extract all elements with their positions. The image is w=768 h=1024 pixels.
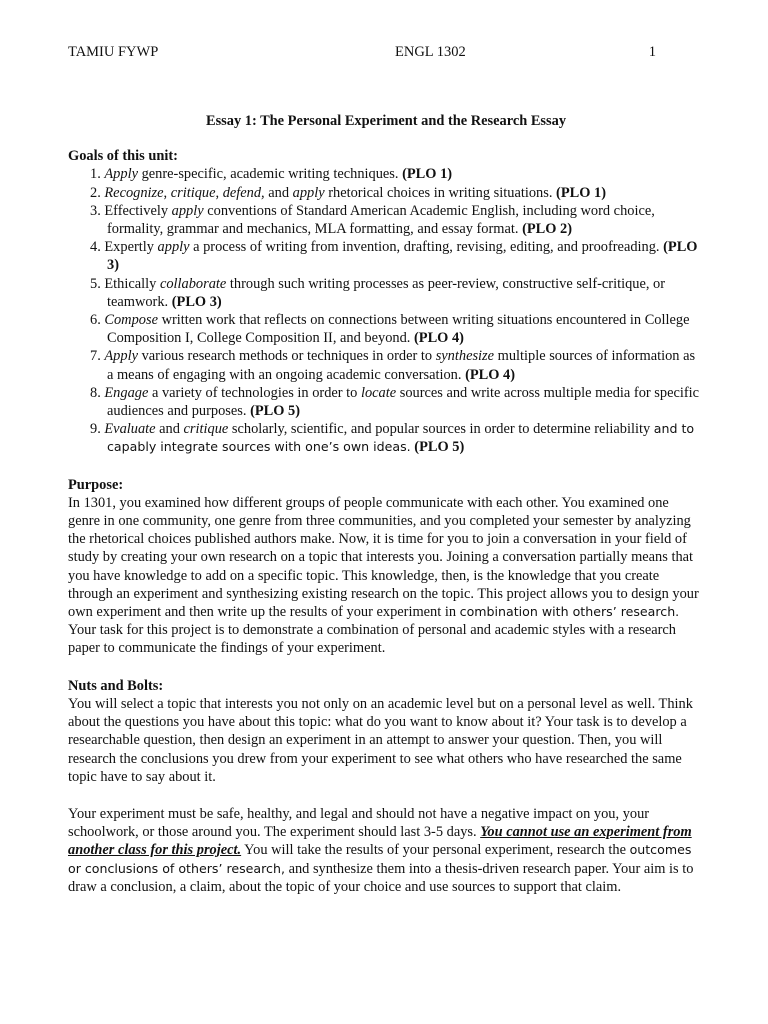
goal-item bbox=[68, 384, 704, 420]
goal-text-segment: critique bbox=[183, 421, 229, 438]
goal-text-segment: Engage bbox=[104, 384, 149, 401]
goal-text-segment: (PLO 2) bbox=[522, 221, 573, 238]
goal-text-segment: and bbox=[155, 421, 184, 438]
goal-text-segment: Recognize bbox=[104, 184, 164, 201]
goal-text-segment: Apply bbox=[104, 348, 138, 365]
goal-item bbox=[68, 420, 704, 456]
goal-number: 4. bbox=[90, 239, 105, 256]
goal-text-segment: and to capably integrate sources with one’s own ideas. bbox=[107, 421, 695, 455]
goal-text-segment: multiple sources of information as a means of engaging with an ongoing academic conversation. bbox=[107, 348, 696, 383]
goal-text-segment: (PLO 4) bbox=[413, 330, 464, 347]
goal-number: 3. bbox=[90, 202, 105, 219]
goal-text-segment: Evaluate bbox=[104, 421, 156, 438]
goal-item bbox=[68, 311, 704, 347]
goal-number: 6. bbox=[90, 312, 105, 329]
goal-text-segment: (PLO 3) bbox=[107, 239, 698, 274]
goal-text-segment: , bbox=[163, 184, 171, 201]
nuts-bolts-paragraph-2 bbox=[68, 805, 704, 896]
goal-text-segment: critique bbox=[170, 184, 216, 201]
goal-text-segment: apply bbox=[171, 202, 204, 219]
goal-item bbox=[68, 238, 704, 274]
document-body bbox=[68, 112, 704, 915]
goal-text-segment: (PLO 1) bbox=[402, 166, 453, 183]
goal-text-segment: Compose bbox=[104, 312, 158, 329]
goals-list bbox=[68, 165, 704, 456]
goal-item bbox=[68, 275, 704, 311]
goal-text-segment: Ethically bbox=[104, 275, 160, 292]
nuts-text-segment: You cannot use an experiment from another class for this project. bbox=[68, 824, 692, 859]
goal-text-segment: and bbox=[264, 184, 293, 201]
goal-number: 7. bbox=[90, 348, 105, 365]
goal-text-segment: defend, bbox=[222, 184, 265, 201]
goal-text-segment: sources and write across multiple media for specific audiences and purposes. bbox=[107, 384, 700, 420]
document-title: Essay 1: The Personal Experiment and the Research Essay bbox=[205, 113, 567, 129]
nuts-bolts-paragraph-1: You will select a topic that interests you not only on an academic level but on a personal level as well. Think about the questions you have about this topic: what do you want to know about it? Your task is to develop a researchable question, then design an experiment in an attempt to answer your question. Then, you will research the conclusions you drew from your experiment to see what others who have researched the same topic have to say about it. bbox=[68, 695, 693, 785]
goal-number: 5. bbox=[90, 275, 105, 292]
goal-text-segment: through such writing processes as peer-review, constructive self-critique, or teamwork. bbox=[107, 275, 666, 310]
nuts-text-segment: and synthesize them into a thesis-driven research paper. Your aim is to draw a conclusion, a claim, about the topic of your choice and use sources to support that claim. bbox=[68, 860, 694, 895]
goal-item bbox=[68, 202, 704, 238]
purpose-heading: Purpose: bbox=[68, 476, 124, 493]
goal-text-segment: Apply bbox=[104, 166, 138, 183]
purpose-text-segment: Your task for this project is to demonstrate a combination of personal and academic styles with a research paper to communicate the findings of your experiment. bbox=[68, 622, 676, 657]
header-course: ENGL 1302 bbox=[395, 44, 466, 60]
goal-text-segment: various research methods or techniques in order to bbox=[137, 348, 436, 365]
goal-text-segment: (PLO 5) bbox=[414, 439, 465, 456]
goal-text-segment: (PLO 1) bbox=[556, 184, 607, 201]
goal-number: 1. bbox=[90, 166, 105, 183]
goal-item bbox=[68, 184, 704, 202]
page-number: 1 bbox=[648, 44, 656, 60]
goal-number: 2. bbox=[90, 184, 105, 201]
goal-text-segment: apply bbox=[292, 184, 325, 201]
goal-text-segment: (PLO 3) bbox=[171, 293, 222, 310]
goal-number: 9. bbox=[90, 421, 105, 438]
nuts-text-segment: Your experiment must be safe, healthy, and legal and should not have a negative impact on you, your schoolwork, or those around you. The experiment should last 3-5 days. bbox=[68, 805, 650, 841]
goals-heading: Goals of this unit: bbox=[68, 148, 178, 165]
goal-text-segment: Effectively bbox=[104, 202, 172, 219]
purpose-text-segment: In 1301, you examined how different groups of people communicate with each other. You examined one genre in one community, one genre from three communities, and you completed your semester by analyzing the rhetorical choices published authors make. Now, it is time for you to join a conversation in your field of study by creating your own research on a topic that interests you. Joining a conversation partially means that you have knowledge to add on a specific topic. This knowledge, then, is the knowledge that you create through an experiment and synthesizing existing research on the topic. This project allows you to design your own experiment and then write up the results of your experiment in bbox=[68, 494, 699, 621]
goal-text-segment: Expertly bbox=[104, 239, 158, 256]
goal-text-segment: a variety of technologies in order to bbox=[148, 384, 361, 401]
goal-text-segment: rhetorical choices in writing situations. bbox=[324, 184, 557, 201]
goal-text-segment: a process of writing from invention, drafting, revising, editing, and proofreading. bbox=[189, 239, 664, 256]
goal-text-segment: locate bbox=[360, 384, 397, 401]
nuts-text-segment: You will take the results of your personal experiment, research the bbox=[241, 842, 630, 859]
goal-text-segment: , bbox=[215, 184, 223, 201]
goal-text-segment: genre-specific, academic writing techniques. bbox=[137, 166, 403, 183]
goal-number: 8. bbox=[90, 384, 105, 401]
nuts-bolts-heading: Nuts and Bolts: bbox=[68, 677, 164, 694]
goal-item bbox=[68, 347, 704, 383]
goal-text-segment: (PLO 5) bbox=[250, 403, 301, 420]
goal-text-segment: scholarly, scientific, and popular sources in order to determine reliability bbox=[228, 421, 654, 438]
goal-text-segment: synthesize bbox=[435, 348, 495, 365]
goal-item bbox=[68, 165, 704, 183]
purpose-paragraph bbox=[68, 494, 704, 658]
goal-text-segment: collaborate bbox=[159, 275, 227, 292]
goal-text-segment: conventions of Standard American Academic English, including word choice, formality, grammar and mechanics, MLA formatting, and essay format. bbox=[107, 202, 655, 238]
page-header bbox=[68, 44, 656, 64]
goal-text-segment: (PLO 4) bbox=[465, 366, 516, 383]
header-left: TAMIU FYWP bbox=[68, 44, 159, 60]
goal-text-segment: written work that reflects on connections between writing situations encountered in College Composition I, College Composition II, and beyond. bbox=[107, 312, 690, 347]
nuts-text-segment: outcomes or conclusions of others’ research, bbox=[68, 842, 692, 876]
goal-text-segment: apply bbox=[157, 239, 190, 256]
purpose-text-segment: combination with others’ research. bbox=[459, 604, 680, 620]
